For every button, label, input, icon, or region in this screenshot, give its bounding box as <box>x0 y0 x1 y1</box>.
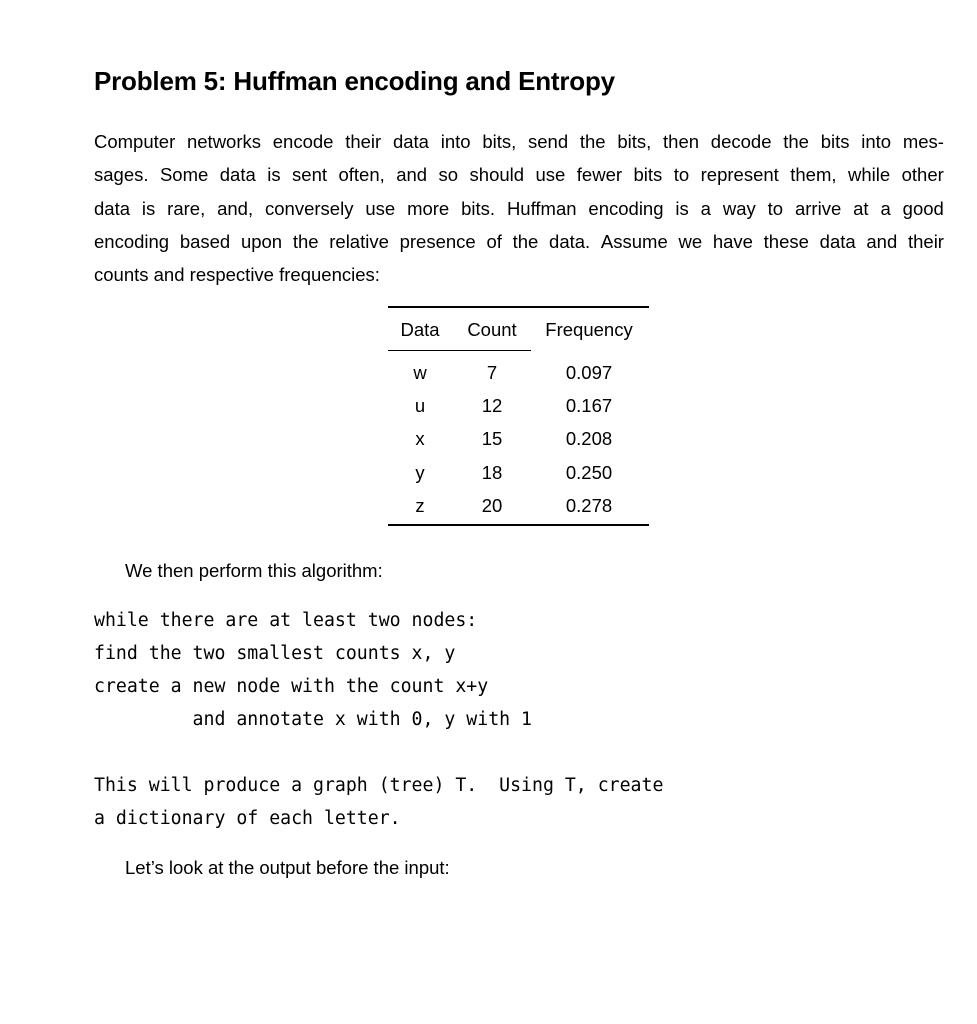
table-cell-data: w <box>413 362 427 383</box>
intro-word: while <box>847 164 891 186</box>
table-bottom-rule <box>388 524 649 526</box>
code-line: find the two smallest counts x, y <box>94 643 456 664</box>
intro-word: their <box>907 230 944 252</box>
table-cell-frequency: 0.167 <box>565 395 613 417</box>
intro-word: of <box>486 230 502 252</box>
intro-word: rare, <box>167 197 206 219</box>
code-line: a dictionary of each letter. <box>94 808 401 829</box>
intro-word: to <box>673 164 690 186</box>
code-line: This will produce a graph (tree) T. Using T, create <box>94 775 664 796</box>
intro-word: upon <box>240 230 283 252</box>
intro-word: bits, <box>617 131 652 152</box>
intro-word: good <box>902 197 944 219</box>
intro-word: we <box>678 230 703 252</box>
intro-word: them, <box>790 164 837 186</box>
intro-word: represent <box>700 164 779 186</box>
intro-word: mes- <box>902 131 944 152</box>
explanation-code <box>94 769 663 835</box>
intro-word: to <box>767 197 784 219</box>
intro-word: Computer <box>94 131 176 152</box>
table-cell-frequency: 0.278 <box>565 494 613 516</box>
intro-line <box>94 192 944 225</box>
intro-word: other <box>901 164 944 186</box>
intro-word: Some <box>159 164 209 186</box>
intro-word: sent <box>292 164 328 186</box>
table-cell-count: 12 <box>481 395 503 417</box>
intro-word: should <box>469 164 525 186</box>
intro-word: fewer <box>576 164 623 186</box>
output-lead: Let’s look at the output before the input: <box>125 857 450 878</box>
intro-last-line: counts and respective frequencies: <box>94 264 380 286</box>
table-cell-frequency: 0.208 <box>565 428 613 450</box>
intro-word: and, <box>217 197 254 219</box>
table-cell-count: 20 <box>481 494 503 516</box>
intro-word: and <box>866 230 898 252</box>
intro-word: the <box>292 230 319 252</box>
intro-line <box>94 158 944 191</box>
code-line: while there are at least two nodes: <box>94 610 478 631</box>
intro-word: Huffman <box>506 197 577 219</box>
algorithm-lead: We then perform this algorithm: <box>125 560 383 581</box>
intro-word: into <box>440 131 471 152</box>
intro-word: a <box>880 197 891 219</box>
table-cell-count: 18 <box>481 461 503 483</box>
intro-word: relative <box>329 230 389 252</box>
intro-word: encoding <box>588 197 664 219</box>
table-cell-count: 15 <box>481 428 503 450</box>
table-cell-frequency: 0.250 <box>565 461 613 483</box>
intro-word: a <box>700 197 711 219</box>
intro-word: based <box>179 230 231 252</box>
intro-word: more <box>407 197 450 219</box>
algorithm-code <box>94 604 532 736</box>
intro-word: the <box>579 131 606 152</box>
intro-word: at <box>853 197 869 219</box>
intro-word: encode <box>272 131 334 152</box>
intro-word: have <box>712 230 753 252</box>
intro-word: is <box>141 197 156 219</box>
intro-word: the <box>783 131 809 152</box>
intro-word: data. <box>549 230 591 252</box>
problem-title: Problem 5: Huffman encoding and Entropy <box>94 66 615 96</box>
intro-word: use <box>535 164 566 186</box>
intro-word: bits. <box>461 197 496 219</box>
intro-word: often, <box>338 164 385 186</box>
table-cell-frequency: 0.097 <box>565 362 613 383</box>
intro-word: then <box>663 131 700 152</box>
code-line: and annotate x with 0, y with 1 <box>94 709 532 730</box>
intro-word: these <box>763 230 809 252</box>
intro-word: is <box>267 164 281 186</box>
intro-paragraph <box>94 125 944 291</box>
intro-word: sages. <box>94 164 149 186</box>
intro-word: bits <box>633 164 663 186</box>
intro-word: bits, <box>482 131 517 152</box>
intro-word: bits <box>820 131 850 152</box>
table-header-frequency: Frequency <box>545 319 633 340</box>
intro-word: encoding <box>94 230 170 252</box>
code-line: create a new node with the count x+y <box>94 676 489 697</box>
table-cell-data: y <box>415 461 425 483</box>
table-header-count: Count <box>467 319 517 340</box>
intro-line <box>94 225 944 258</box>
intro-word: their <box>345 131 382 152</box>
table-header-data: Data <box>400 319 440 340</box>
intro-word: so <box>438 164 459 186</box>
intro-word: networks <box>186 131 262 152</box>
intro-word: presence <box>399 230 476 252</box>
table-header-rule <box>388 350 531 351</box>
table-cell-data: x <box>415 428 425 450</box>
intro-word: the <box>512 230 539 252</box>
intro-word: and <box>396 164 428 186</box>
intro-word: into <box>861 131 892 152</box>
table-top-rule <box>388 306 649 308</box>
intro-word: way <box>722 197 756 219</box>
intro-word: conversely <box>265 197 354 219</box>
intro-word: decode <box>710 131 772 152</box>
intro-word: data <box>94 197 131 219</box>
table-cell-data: u <box>414 395 426 417</box>
intro-word: use <box>365 197 396 219</box>
intro-word: data <box>219 164 256 186</box>
intro-word: data <box>819 230 856 252</box>
table-cell-count: 7 <box>486 362 498 383</box>
intro-line <box>94 125 944 158</box>
intro-word: Assume <box>600 230 668 252</box>
table-cell-data: z <box>415 494 425 516</box>
intro-word: data <box>392 131 429 152</box>
intro-word: send <box>528 131 569 152</box>
intro-word: arrive <box>794 197 842 219</box>
intro-word: is <box>675 197 689 219</box>
